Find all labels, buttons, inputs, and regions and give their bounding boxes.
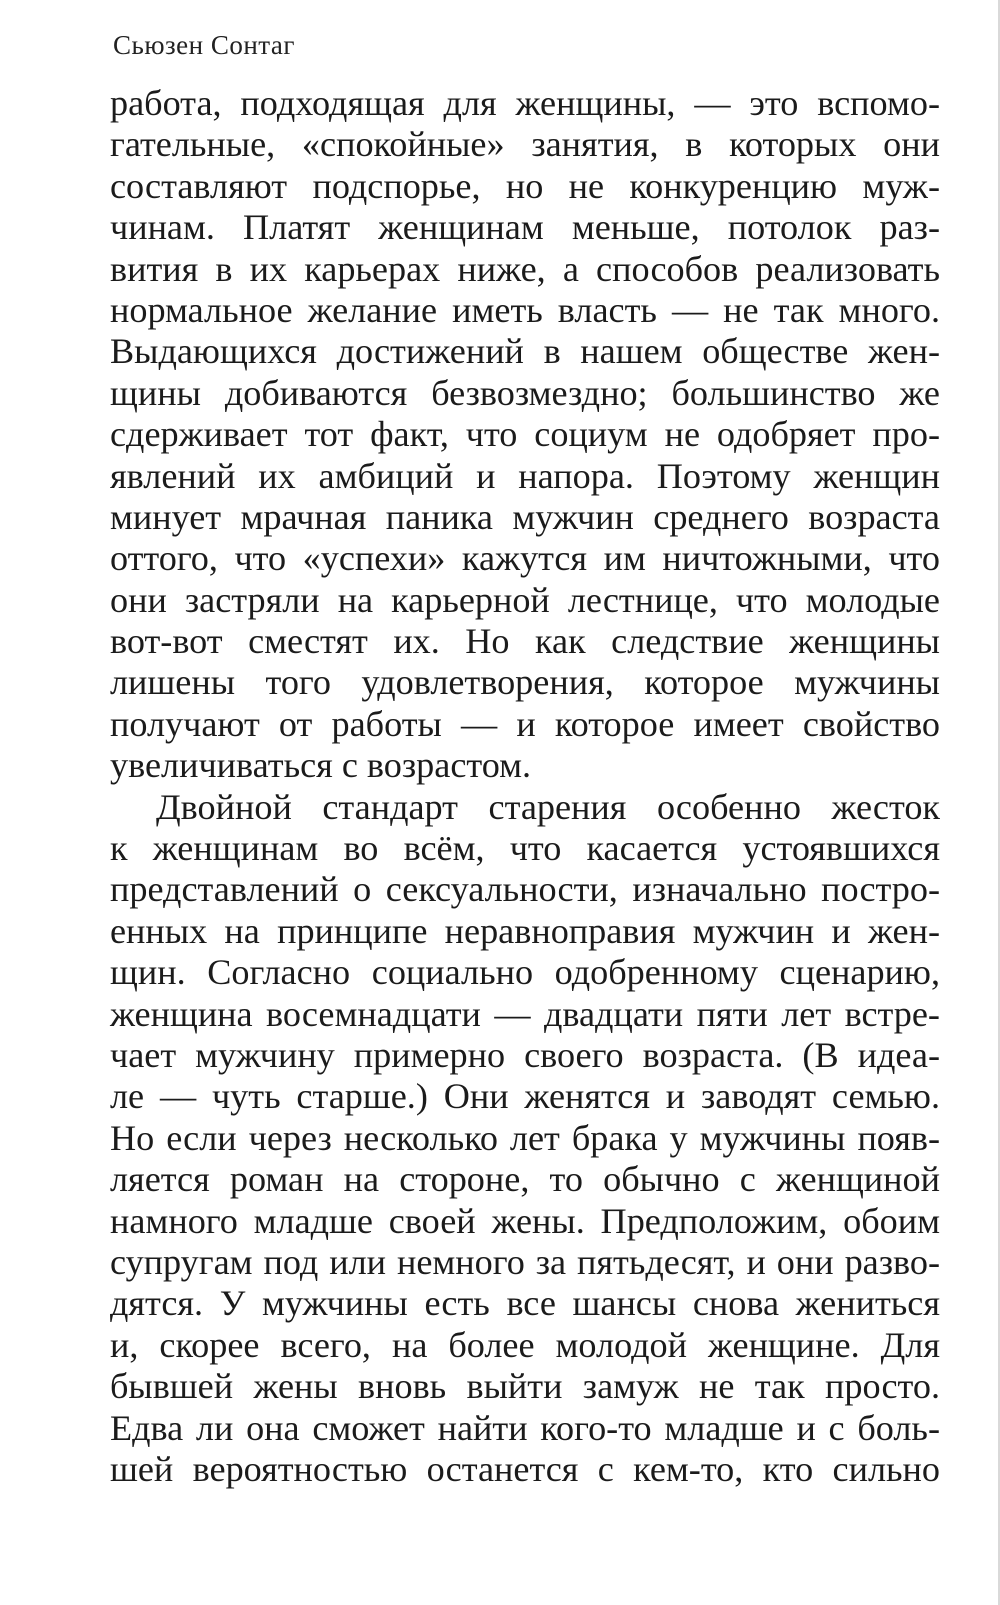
text-line: явлений их амбиций и напора. Поэтому женщин: [110, 455, 940, 496]
text-line: сдерживает тот факт, что социум не одобряет про-: [110, 414, 940, 455]
text-line: работа, подходящая для женщины, — это вспомо-: [110, 83, 940, 123]
text-line: минует мрачная паника мужчин среднего возраста: [110, 496, 940, 537]
text-line: енных на принципе неравноправия мужчин и жен-: [110, 910, 940, 951]
text-line: гательные, «спокойные» занятия, в которых они: [110, 124, 940, 165]
text-line: супругам под или немного за пятьдесят, и они разво-: [110, 1241, 940, 1282]
text-line: намного младше своей жены. Предположим, обоим: [110, 1200, 940, 1241]
text-line: вот-вот сместят их. Но как следствие женщины: [110, 621, 940, 662]
text-line: вития в их карьерах ниже, а способов реализовать: [110, 248, 940, 289]
text-line: Едва ли она сможет найти кого-то младше и с боль-: [110, 1407, 940, 1448]
text-line: Выдающихся достижений в нашем обществе жен-: [110, 331, 940, 372]
text-line: лишены того удовлетворения, которое мужчины: [110, 662, 940, 703]
text-line: оттого, что «успехи» кажутся им ничтожными, что: [110, 538, 940, 579]
text-line: дятся. У мужчины есть все шансы снова жениться: [110, 1283, 940, 1324]
running-head: Сьюзен Сонтаг: [113, 30, 295, 60]
text-line: Двойной стандарт старения особенно жесток: [156, 786, 940, 827]
text-line: шей вероятностью останется с кем-то, кто сильно: [110, 1448, 940, 1489]
text-line: они застряли на карьерной лестнице, что молодые: [110, 579, 940, 620]
paragraph: [110, 787, 940, 1491]
body-text: [110, 83, 940, 1490]
paragraph: [110, 83, 940, 787]
text-line: ляется роман на стороне, то обычно с женщиной: [110, 1159, 940, 1200]
text-line: Но если через несколько лет брака у мужчины появ-: [110, 1117, 940, 1158]
text-line: получают от работы — и которое имеет свойство: [110, 703, 940, 744]
text-line: к женщинам во всём, что касается устоявшихся: [110, 828, 940, 869]
text-line: чинам. Платят женщинам меньше, потолок раз-: [110, 207, 940, 248]
text-line: представлений о сексуальности, изначально постро-: [110, 869, 940, 910]
text-line: женщина восемнадцати — двадцати пяти лет встре-: [110, 993, 940, 1034]
text-line: нормальное желание иметь власть — не так много.: [110, 289, 940, 330]
text-line: чает мужчину примерно своего возраста. (В идеа-: [110, 1034, 940, 1075]
text-line: щины добиваются безвозмездно; большинство же: [110, 372, 940, 413]
text-line: щин. Согласно социально одобренному сценарию,: [110, 952, 940, 993]
text-line: бывшей жены вновь выйти замуж не так просто.: [110, 1366, 940, 1407]
text-line: увеличиваться с возрастом.: [110, 745, 532, 786]
text-line: и, скорее всего, на более молодой женщине. Для: [110, 1324, 940, 1365]
text-line: составляют подспорье, но не конкуренцию муж-: [110, 165, 940, 206]
text-line: ле — чуть старше.) Они женятся и заводят семью.: [110, 1076, 940, 1117]
